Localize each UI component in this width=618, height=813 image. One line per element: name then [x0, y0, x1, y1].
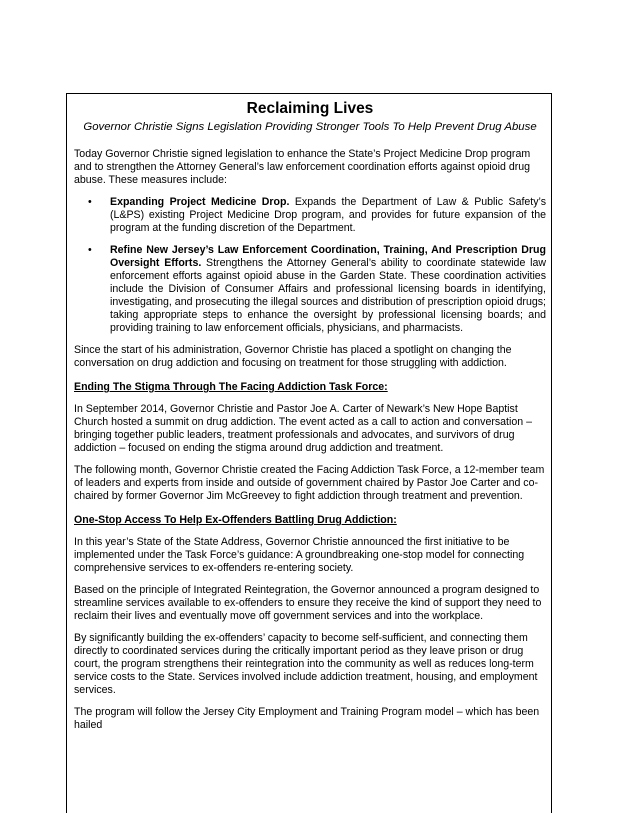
taskforce-paragraph: The following month, Governor Christie created the Facing Addiction Task Force, a 12-member team of leaders and experts from inside and outside of government chaired by Pastor Joe Carter and co-chaired by former Governor Jim McGreevey to fight addiction through treatment and prevention.: [74, 464, 545, 502]
reintegration-paragraph: Based on the principle of Integrated Reintegration, the Governor announced a program designed to streamline services available to ex-offenders to ensure they receive the kind of support they need to reclaim their lives and eventually move off government services and into the workplace.: [74, 584, 542, 622]
measures-list: [74, 196, 546, 335]
bullet-text: Strengthens the Attorney General’s ability to coordinate statewide law enforcement efforts against opioid abuse in the Garden State. These coordination activities include the Division of Consumer Affairs and professional licensing boards in identifying, investigating, and prosecuting the illegal sources and distribution of prescription opioid drugs; taking appropriate steps to enhance the oversight by professional licensing boards; and providing training to law enforcement officials, physicians, and pharmacists.: [110, 257, 546, 334]
document-title: Reclaiming Lives: [246, 100, 374, 117]
bullet-lead: Refine New Jersey’s Law Enforcement Coordination, Training, And Prescription Drug Oversight Efforts.: [110, 244, 546, 269]
section-heading-stigma: Ending The Stigma Through The Facing Addiction Task Force:: [74, 381, 388, 393]
intro-paragraph: Today Governor Christie signed legislation to enhance the State’s Project Medicine Drop program and to strengthen the Attorney General’s law enforcement coordination efforts against opioid drug abuse. These measures include:: [74, 148, 531, 186]
list-item: [74, 196, 546, 235]
bullet-icon: •: [88, 244, 92, 256]
list-item: [74, 244, 546, 335]
bullet-icon: •: [88, 196, 92, 208]
document-body: [74, 100, 546, 741]
capacity-paragraph: By significantly building the ex-offenders’ capacity to become self-sufficient, and connecting them directly to coordinated services during the critically important period as they leave prison or drug court, the program strengthens their reintegration into the community as well as reduces long-term service costs to the State. Services involved include addiction treatment, housing, and employment services.: [74, 632, 538, 696]
bullet-lead: Expanding Project Medicine Drop.: [110, 196, 290, 208]
summit-paragraph: In September 2014, Governor Christie and Pastor Joe A. Carter of Newark’s New Hope Baptist Church hosted a summit on drug addiction. The event acted as a call to action and conversation – bringing together public leaders, treatment professionals and advocates, and survivors of drug addiction – focused on ending the stigma around drug addiction and treatment.: [74, 403, 532, 454]
section-heading-onestop: One-Stop Access To Help Ex-Offenders Battling Drug Addiction:: [74, 514, 397, 526]
state-address-paragraph: In this year’s State of the State Address, Governor Christie announced the first initiative to be implemented under the Task Force’s guidance: A groundbreaking one-stop model for connecting comprehensive services to ex-offenders re-entering society.: [74, 536, 525, 574]
jersey-city-paragraph: The program will follow the Jersey City Employment and Training Program model – which has been hailed: [74, 706, 540, 731]
spotlight-paragraph: Since the start of his administration, Governor Christie has placed a spotlight on changing the conversation on drug addiction and focusing on treatment for those struggling with addiction.: [74, 344, 512, 369]
bullet-text: Expands the Department of Law & Public Safety’s (L&PS) existing Project Medicine Drop program, and provides for future expansion of the program at the funding discretion of the Department.: [110, 196, 546, 234]
document-subtitle: Governor Christie Signs Legislation Providing Stronger Tools To Help Prevent Drug Abuse: [83, 121, 537, 133]
